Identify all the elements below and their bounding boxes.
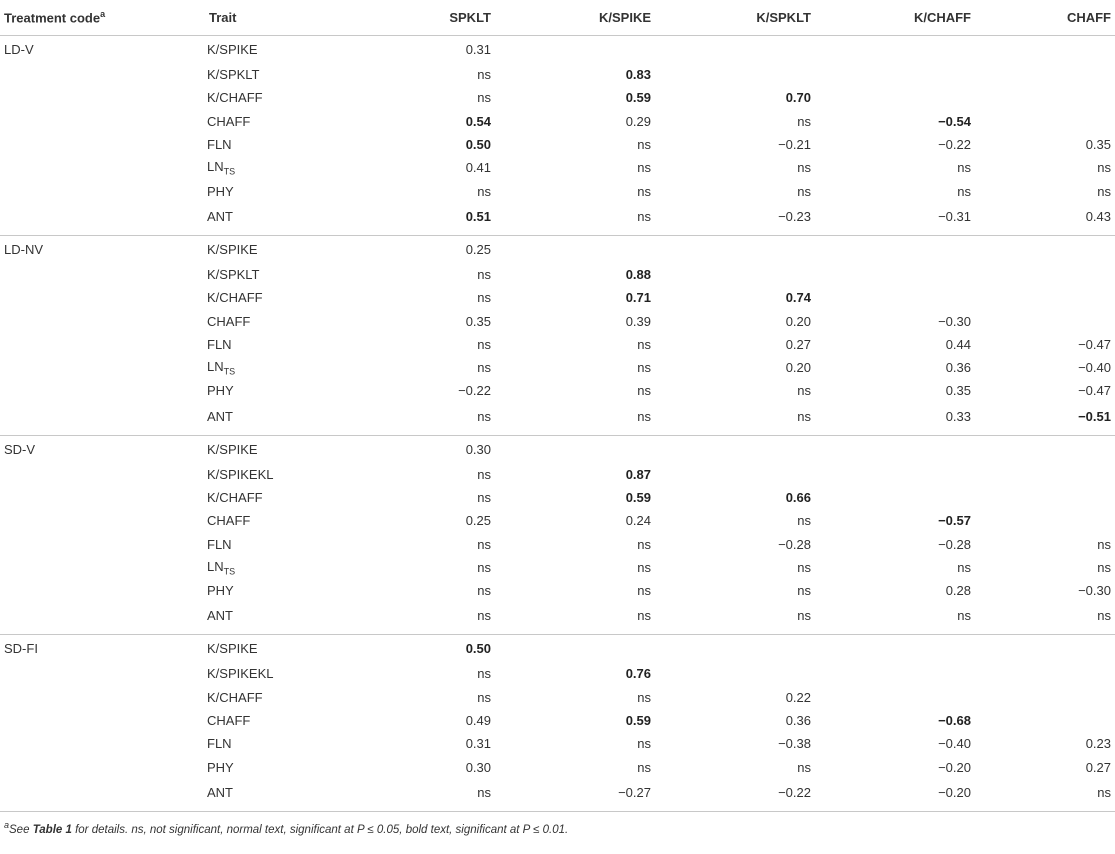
value-cell: −0.20 [815, 779, 975, 812]
treatment-code-cell [0, 662, 205, 685]
trait-label: FLN [207, 736, 232, 752]
value-cell: 0.20 [785, 360, 811, 376]
trait-label: K/SPIKE [207, 241, 258, 257]
table-row [0, 86, 1115, 109]
treatment-code-cell [0, 509, 205, 532]
trait-label: K/SPKLT [207, 67, 260, 83]
value-cell: 0.28 [945, 583, 971, 599]
header-treatment-code: Treatment code$^a$ [0, 0, 205, 36]
treatment-code-cell [0, 156, 205, 179]
value-cell: ns [350, 779, 495, 812]
trait-label: FLN [207, 536, 232, 552]
trait-label: ANT [207, 408, 233, 424]
trait-cell [205, 635, 350, 663]
value-cell: −0.40 [938, 736, 971, 752]
value-cell [815, 686, 975, 709]
trait-label: ANT [207, 208, 233, 224]
value-cell: ns [637, 160, 651, 176]
value-cell [975, 509, 1115, 532]
value-cell: −0.20 [938, 759, 971, 775]
table-row [0, 203, 1115, 236]
treatment-code-cell [0, 709, 205, 732]
value-cell: ns [637, 736, 651, 752]
trait-label: ANT [207, 608, 233, 624]
value-cell: ns [1097, 160, 1111, 176]
trait-label: K/CHAFF [207, 290, 263, 306]
trait-cell [205, 579, 350, 602]
trait-label: LN [207, 558, 224, 574]
table-row [0, 709, 1115, 732]
table-row [0, 435, 1115, 463]
trait-label: PHY [207, 759, 234, 775]
value-cell [655, 662, 815, 685]
value-cell: 0.29 [625, 113, 651, 129]
trait-label: K/SPKLT [207, 266, 260, 282]
value-cell: 0.20 [785, 313, 811, 329]
value-cell: ns [495, 203, 655, 236]
value-cell: 0.23 [1085, 736, 1111, 752]
value-cell: ns [815, 602, 975, 635]
value-cell [655, 463, 815, 486]
value-cell: 0.59 [625, 490, 651, 505]
value-cell: ns [477, 183, 491, 199]
trait-cell [205, 556, 350, 579]
value-cell: ns [797, 113, 811, 129]
value-cell: 0.49 [465, 713, 491, 729]
value-cell: 0.36 [785, 713, 811, 729]
trait-label: K/SPIKE [207, 441, 258, 457]
treatment-code-cell [0, 686, 205, 709]
value-cell [815, 235, 975, 263]
value-cell: −0.28 [778, 536, 811, 552]
value-cell [975, 235, 1115, 263]
table-row [0, 179, 1115, 202]
table-row [0, 463, 1115, 486]
value-cell: 0.36 [945, 360, 971, 376]
header-col-chaff: CHAFF [975, 0, 1115, 36]
treatment-code-cell: LD-V [4, 42, 34, 57]
value-cell: ns [797, 383, 811, 399]
value-cell: ns [637, 536, 651, 552]
trait-cell [205, 662, 350, 685]
treatment-code-cell: LD-NV [4, 241, 44, 257]
trait-label: K/CHAFF [207, 490, 263, 505]
treatment-code-cell [0, 532, 205, 555]
table-row [0, 732, 1115, 755]
value-cell: ns [477, 689, 491, 705]
table-row [0, 579, 1115, 602]
value-cell: ns [477, 360, 491, 376]
value-cell [495, 235, 655, 263]
value-cell [815, 662, 975, 685]
value-cell: 0.24 [625, 513, 651, 529]
trait-cell [205, 286, 350, 309]
trait-cell [205, 309, 350, 332]
table-row [0, 532, 1115, 555]
value-cell: 0.30 [465, 759, 491, 775]
trait-cell [205, 133, 350, 156]
trait-label: CHAFF [207, 513, 251, 529]
table-row [0, 379, 1115, 402]
trait-label: FLN [207, 137, 232, 153]
value-cell: −0.38 [778, 736, 811, 752]
value-cell: ns [637, 759, 651, 775]
treatment-code-cell: SD-FI [4, 641, 38, 657]
value-cell: ns [655, 403, 815, 436]
value-cell [975, 463, 1115, 486]
value-cell: −0.57 [938, 513, 971, 529]
table-body [0, 36, 1115, 812]
treatment-code-cell [0, 779, 205, 812]
trait-label: PHY [207, 383, 234, 399]
treatment-code-cell [0, 63, 205, 86]
value-cell: −0.22 [458, 383, 491, 399]
value-cell: ns [637, 383, 651, 399]
value-cell [495, 36, 655, 64]
value-cell: −0.51 [975, 403, 1115, 436]
table-row [0, 286, 1115, 309]
value-cell: −0.54 [938, 113, 971, 129]
table-row [0, 756, 1115, 779]
table-row [0, 556, 1115, 579]
trait-subscript: TS [223, 366, 236, 377]
table-row [0, 635, 1115, 663]
value-cell: ns [477, 490, 491, 505]
table-row [0, 686, 1115, 709]
value-cell: ns [637, 583, 651, 599]
treatment-code-cell [0, 463, 205, 486]
value-cell: ns [637, 689, 651, 705]
trait-label: K/CHAFF [207, 689, 263, 705]
value-cell: ns [797, 513, 811, 529]
treatment-code-cell [0, 286, 205, 309]
trait-cell [205, 356, 350, 379]
value-cell: 0.31 [465, 736, 491, 752]
value-cell: ns [637, 360, 651, 376]
trait-cell [205, 235, 350, 263]
table-row [0, 333, 1115, 356]
value-cell: 0.71 [625, 290, 651, 306]
value-cell: ns [797, 759, 811, 775]
trait-cell [205, 86, 350, 109]
header-trait: Trait [205, 0, 350, 36]
value-cell: 0.31 [465, 42, 491, 57]
value-cell [975, 686, 1115, 709]
value-cell [655, 635, 815, 663]
treatment-code-cell: SD-V [4, 441, 36, 457]
header-col-k-spklt: K/SPKLT [655, 0, 815, 36]
treatment-code-cell [0, 486, 205, 509]
value-cell: ns [495, 403, 655, 436]
value-cell: −0.28 [938, 536, 971, 552]
value-cell: −0.47 [1078, 383, 1111, 399]
trait-cell [205, 532, 350, 555]
table-row [0, 662, 1115, 685]
trait-cell [205, 686, 350, 709]
trait-cell [205, 110, 350, 133]
value-cell: ns [637, 137, 651, 153]
value-cell: ns [637, 183, 651, 199]
trait-cell [205, 36, 350, 64]
value-cell [815, 486, 975, 509]
treatment-code-cell [0, 356, 205, 379]
treatment-code-cell [0, 333, 205, 356]
value-cell: 0.50 [465, 137, 491, 153]
trait-cell [205, 602, 350, 635]
value-cell: −0.27 [495, 779, 655, 812]
value-cell: −0.30 [1078, 583, 1111, 599]
treatment-code-cell [0, 379, 205, 402]
treatment-code-cell [0, 309, 205, 332]
trait-cell [205, 709, 350, 732]
treatment-code-cell [0, 756, 205, 779]
value-cell: −0.30 [938, 313, 971, 329]
value-cell [655, 435, 815, 463]
table-row [0, 403, 1115, 436]
trait-cell [205, 509, 350, 532]
treatment-code-cell [0, 133, 205, 156]
value-cell: 0.30 [465, 441, 491, 457]
trait-label: PHY [207, 183, 234, 199]
value-cell [975, 435, 1115, 463]
value-cell: ns [637, 336, 651, 352]
table-row [0, 263, 1115, 286]
value-cell: 0.35 [465, 313, 491, 329]
value-cell [975, 110, 1115, 133]
value-cell [975, 709, 1115, 732]
table-row [0, 235, 1115, 263]
value-cell [815, 86, 975, 109]
trait-label: FLN [207, 336, 232, 352]
value-cell [975, 309, 1115, 332]
value-cell: ns [975, 779, 1115, 812]
value-cell: ns [477, 559, 491, 575]
value-cell [655, 263, 815, 286]
value-cell: 0.76 [625, 666, 651, 682]
value-cell [975, 263, 1115, 286]
table-row [0, 509, 1115, 532]
value-cell [975, 286, 1115, 309]
value-cell: ns [797, 183, 811, 199]
value-cell: 0.83 [625, 67, 651, 83]
value-cell: ns [477, 466, 491, 482]
value-cell [975, 86, 1115, 109]
value-cell: −0.47 [1078, 336, 1111, 352]
value-cell: ns [637, 559, 651, 575]
header-row [0, 0, 1115, 36]
header-col-k-spike: K/SPIKE [495, 0, 655, 36]
trait-cell [205, 203, 350, 236]
value-cell: ns [957, 559, 971, 575]
value-cell: ns [350, 403, 495, 436]
value-cell: ns [477, 336, 491, 352]
trait-label: K/SPIKE [207, 641, 258, 657]
trait-cell [205, 463, 350, 486]
trait-cell [205, 333, 350, 356]
value-cell: 0.88 [625, 266, 651, 282]
value-cell [815, 36, 975, 64]
trait-label: K/SPIKE [207, 42, 258, 57]
value-cell: ns [1097, 559, 1111, 575]
table-row [0, 779, 1115, 812]
value-cell: ns [655, 602, 815, 635]
value-cell [815, 263, 975, 286]
value-cell: 0.54 [465, 113, 491, 129]
value-cell: ns [495, 602, 655, 635]
trait-cell [205, 156, 350, 179]
value-cell: ns [477, 536, 491, 552]
value-cell: 0.41 [465, 160, 491, 176]
value-cell: 0.87 [625, 466, 651, 482]
value-cell: ns [797, 559, 811, 575]
value-cell [815, 435, 975, 463]
value-cell: ns [957, 160, 971, 176]
value-cell [975, 63, 1115, 86]
value-cell: 0.50 [465, 641, 491, 657]
treatment-code-cell [0, 263, 205, 286]
table-row [0, 156, 1115, 179]
footnote: $^a$See Table 1 for details. ns, not significant, normal text, significant at P ≤ 0.05, bold text, significant at P ≤ 0.01. [4, 819, 569, 836]
value-cell: ns [477, 90, 491, 106]
trait-label: K/SPIKEKL [207, 466, 274, 482]
treatment-code-cell [0, 556, 205, 579]
value-cell [655, 235, 815, 263]
value-cell: ns [477, 266, 491, 282]
value-cell: ns [1097, 536, 1111, 552]
trait-label: CHAFF [207, 113, 251, 129]
value-cell: 0.66 [785, 490, 811, 505]
value-cell: 0.27 [785, 336, 811, 352]
treatment-code-cell [0, 403, 205, 436]
treatment-code-cell [0, 602, 205, 635]
value-cell: ns [797, 583, 811, 599]
value-cell: ns [350, 602, 495, 635]
value-cell [975, 635, 1115, 663]
value-cell: −0.31 [815, 203, 975, 236]
trait-label: LN [207, 358, 224, 374]
trait-subscript: TS [223, 566, 236, 577]
value-cell [815, 286, 975, 309]
value-cell [815, 63, 975, 86]
value-cell: 0.74 [785, 290, 811, 306]
value-cell: ns [975, 602, 1115, 635]
value-cell: 0.59 [625, 713, 651, 729]
value-cell [815, 463, 975, 486]
value-cell: ns [477, 67, 491, 83]
trait-label: LN [207, 159, 224, 175]
trait-cell [205, 403, 350, 436]
trait-label: PHY [207, 583, 234, 599]
value-cell: ns [477, 583, 491, 599]
value-cell: −0.21 [778, 137, 811, 153]
value-cell [975, 486, 1115, 509]
value-cell: −0.22 [655, 779, 815, 812]
header-col-k-chaff: K/CHAFF [815, 0, 975, 36]
trait-cell [205, 263, 350, 286]
value-cell: 0.33 [815, 403, 975, 436]
value-cell [815, 635, 975, 663]
treatment-code-cell [0, 110, 205, 133]
value-cell [655, 36, 815, 64]
trait-cell [205, 435, 350, 463]
value-cell: −0.68 [938, 713, 971, 729]
value-cell: −0.40 [1078, 360, 1111, 376]
trait-subscript: TS [223, 166, 236, 177]
value-cell [495, 635, 655, 663]
value-cell: 0.59 [625, 90, 651, 106]
value-cell: 0.25 [465, 513, 491, 529]
value-cell: ns [957, 183, 971, 199]
table-row [0, 110, 1115, 133]
value-cell: ns [477, 290, 491, 306]
value-cell [495, 435, 655, 463]
value-cell: 0.35 [945, 383, 971, 399]
value-cell: 0.51 [350, 203, 495, 236]
value-cell [655, 63, 815, 86]
treatment-code-cell [0, 579, 205, 602]
treatment-code-cell [0, 732, 205, 755]
trait-cell [205, 63, 350, 86]
value-cell [975, 662, 1115, 685]
value-cell: 0.43 [975, 203, 1115, 236]
trait-cell [205, 379, 350, 402]
value-cell: 0.27 [1085, 759, 1111, 775]
value-cell: 0.35 [1085, 137, 1111, 153]
value-cell: 0.39 [625, 313, 651, 329]
trait-cell [205, 756, 350, 779]
trait-cell [205, 732, 350, 755]
value-cell: 0.70 [785, 90, 811, 106]
trait-label: CHAFF [207, 313, 251, 329]
value-cell: −0.23 [655, 203, 815, 236]
treatment-code-cell [0, 179, 205, 202]
trait-label: K/SPIKEKL [207, 666, 274, 682]
trait-cell [205, 179, 350, 202]
trait-label: CHAFF [207, 713, 251, 729]
table-row [0, 63, 1115, 86]
treatment-code-cell [0, 86, 205, 109]
table-row [0, 602, 1115, 635]
table-row [0, 309, 1115, 332]
table-row [0, 36, 1115, 64]
value-cell: 0.44 [945, 336, 971, 352]
trait-cell [205, 486, 350, 509]
value-cell: 0.22 [785, 689, 811, 705]
value-cell: ns [1097, 183, 1111, 199]
value-cell: 0.25 [465, 241, 491, 257]
value-cell: −0.22 [938, 137, 971, 153]
value-cell [975, 36, 1115, 64]
trait-label: K/CHAFF [207, 90, 263, 106]
header-col-spklt: SPKLT [350, 0, 495, 36]
trait-cell [205, 779, 350, 812]
trait-label: ANT [207, 784, 233, 800]
table-row [0, 133, 1115, 156]
table-row [0, 356, 1115, 379]
table-row [0, 486, 1115, 509]
value-cell: ns [477, 666, 491, 682]
value-cell: ns [797, 160, 811, 176]
treatment-code-cell [0, 203, 205, 236]
